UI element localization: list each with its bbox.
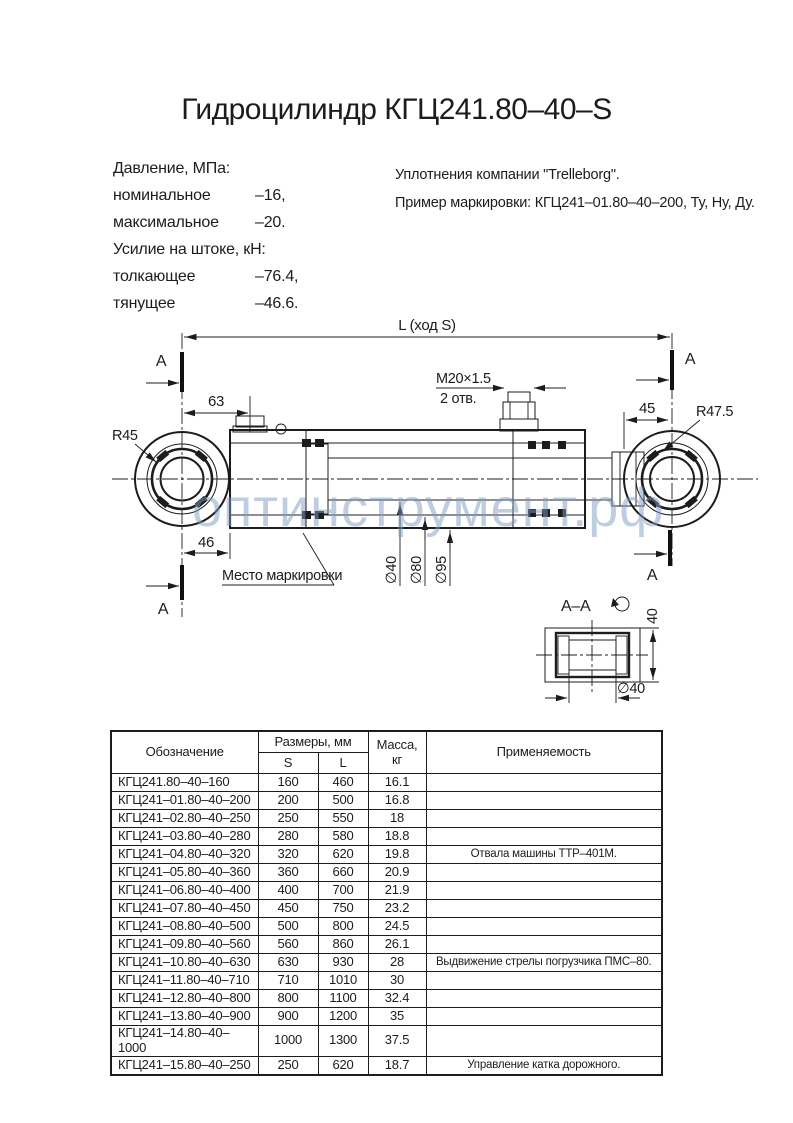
section-letter-top-right: А [684,351,696,368]
table-row [111,918,662,936]
table-cell: 1200 [318,1008,368,1026]
section-letter-bottom-left: А [157,601,169,618]
radius-left-label: R45 [112,428,138,444]
table-cell: 750 [318,900,368,918]
table-cell: Управление катка дорожного. [426,1056,662,1075]
table-cell [426,990,662,1008]
table-cell: 19.8 [368,846,426,864]
table-row [111,954,662,972]
table-cell: 24.5 [368,918,426,936]
thread-holes-label: 2 отв. [440,391,477,407]
table-cell: КГЦ241–09.80–40–560 [111,936,258,954]
table-cell: 400 [258,882,318,900]
table-cell: 37.5 [368,1026,426,1057]
section-letter-bottom-right: А [646,567,658,584]
dim-label-46: 46 [197,534,215,551]
table-cell: Отвала машины ТТР–401М. [426,846,662,864]
table-cell: КГЦ241–02.80–40–250 [111,810,258,828]
section-dia-label: ∅40 [617,681,645,697]
table-cell: 21.9 [368,882,426,900]
table-row [111,846,662,864]
table-cell [426,792,662,810]
spec-pressure-title: Давление, МПа: [113,160,231,177]
table-row [111,774,662,792]
table-cell: 1000 [258,1026,318,1057]
section-view-title: А–А [561,598,591,615]
col-header-application: Применяемость [426,731,662,774]
table-cell: 18.7 [368,1056,426,1075]
radius-right-label: R47.5 [696,404,734,420]
spec-max-value: –20. [255,214,286,231]
table-cell [426,936,662,954]
table-cell: КГЦ241–12.80–40–800 [111,990,258,1008]
note-marking-example: Пример маркировки: КГЦ241–01.80–40–200, Ту, Ну, Ду. [395,195,755,211]
spec-push-label: толкающее [113,268,196,285]
table-cell: 20.9 [368,864,426,882]
table-row [111,972,662,990]
table-cell: 580 [318,828,368,846]
table-cell [426,864,662,882]
table-cell: 900 [258,1008,318,1026]
table-cell: 630 [258,954,318,972]
table-cell: 700 [318,882,368,900]
table-cell: 800 [258,990,318,1008]
table-cell: 620 [318,1056,368,1075]
table-cell: 550 [318,810,368,828]
table-cell [426,882,662,900]
table-row [111,864,662,882]
table-cell: Выдвижение стрелы погрузчика ПМС–80. [426,954,662,972]
table-cell [426,918,662,936]
table-cell: КГЦ241–11.80–40–710 [111,972,258,990]
size-table-body [111,774,662,1075]
note-seals: Уплотнения компании "Trelleborg". [395,167,620,183]
table-cell: 1300 [318,1026,368,1057]
spec-pull-value: –46.6. [255,295,299,312]
col-header-sizes: Размеры, мм [258,731,368,753]
col-header-mass-line1: Масса, [376,736,418,752]
table-row [111,990,662,1008]
table-cell [426,810,662,828]
table-row [111,1056,662,1075]
marking-note-label: Место маркировки [222,568,343,584]
table-cell: КГЦ241–15.80–40–250 [111,1056,258,1075]
table-cell: 250 [258,810,318,828]
table-cell: 1010 [318,972,368,990]
dia-outer-label: ∅95 [434,556,450,584]
spec-pull-label: тянущее [113,295,176,312]
section-height-label: 40 [645,608,661,624]
table-cell: 560 [258,936,318,954]
table-cell: 450 [258,900,318,918]
table-cell: 860 [318,936,368,954]
table-cell: КГЦ241–06.80–40–400 [111,882,258,900]
table-row [111,792,662,810]
table-cell [426,900,662,918]
table-cell: 16.8 [368,792,426,810]
dia-bore-label: ∅80 [409,556,425,584]
table-cell [426,972,662,990]
table-cell: КГЦ241.80–40–160 [111,774,258,792]
col-header-mass-line2: кг [391,751,403,767]
right-port [500,392,538,431]
table-cell: 160 [258,774,318,792]
table-cell: 930 [318,954,368,972]
table-cell: 18.8 [368,828,426,846]
table-cell: 320 [258,846,318,864]
table-cell [426,1026,662,1057]
table-cell: 26.1 [368,936,426,954]
spec-force-title: Усилие на штоке, кН: [113,241,266,258]
table-cell: 800 [318,918,368,936]
section-letter-top-left: А [155,353,167,370]
table-cell: 28 [368,954,426,972]
table-row [111,936,662,954]
table-cell: КГЦ241–05.80–40–360 [111,864,258,882]
dia-rod-label: ∅40 [384,556,400,584]
page-title: Гидроцилиндр КГЦ241.80–40–S [181,93,612,126]
spec-push-value: –76.4, [255,268,299,285]
table-cell: КГЦ241–13.80–40–900 [111,1008,258,1026]
table-cell: 250 [258,1056,318,1075]
table-cell: КГЦ241–08.80–40–500 [111,918,258,936]
table-row [111,810,662,828]
table-cell: 35 [368,1008,426,1026]
spec-nominal-label: номинальное [113,187,211,204]
thread-spec-label: M20×1.5 [436,371,491,387]
col-header-designation: Обозначение [111,731,258,774]
dim-label-stroke: L (ход S) [398,317,456,334]
table-cell: 620 [318,846,368,864]
table-row [111,1026,662,1057]
col-header-mass [368,731,426,774]
spec-nominal-value: –16, [255,187,286,204]
table-row [111,900,662,918]
table-cell: 360 [258,864,318,882]
table-cell: 460 [318,774,368,792]
table-cell: 30 [368,972,426,990]
table-cell: КГЦ241–04.80–40–320 [111,846,258,864]
table-cell: КГЦ241–01.80–40–200 [111,792,258,810]
table-cell [426,774,662,792]
table-cell: 16.1 [368,774,426,792]
table-cell: 500 [258,918,318,936]
table-cell [426,1008,662,1026]
table-cell: 500 [318,792,368,810]
table-cell: 710 [258,972,318,990]
table-cell: 200 [258,792,318,810]
col-header-s: S [258,753,318,774]
table-row [111,882,662,900]
section-view [536,597,661,703]
table-cell: 18 [368,810,426,828]
table-cell: 660 [318,864,368,882]
table-cell: 1100 [318,990,368,1008]
watermark: оптинструмент.рф [192,478,665,538]
table-row [111,1008,662,1026]
table-cell: КГЦ241–14.80–40–1000 [111,1026,258,1057]
table-cell: 32.4 [368,990,426,1008]
col-header-l: L [318,753,368,774]
table-cell: 280 [258,828,318,846]
table-cell [426,828,662,846]
spec-max-label: максимальное [113,214,219,231]
table-cell: 23.2 [368,900,426,918]
table-cell: КГЦ241–10.80–40–630 [111,954,258,972]
dim-label-63: 63 [207,393,225,410]
dim-label-45: 45 [638,400,656,417]
table-cell: КГЦ241–03.80–40–280 [111,828,258,846]
size-table [110,730,663,1076]
table-cell: КГЦ241–07.80–40–450 [111,900,258,918]
table-row [111,828,662,846]
